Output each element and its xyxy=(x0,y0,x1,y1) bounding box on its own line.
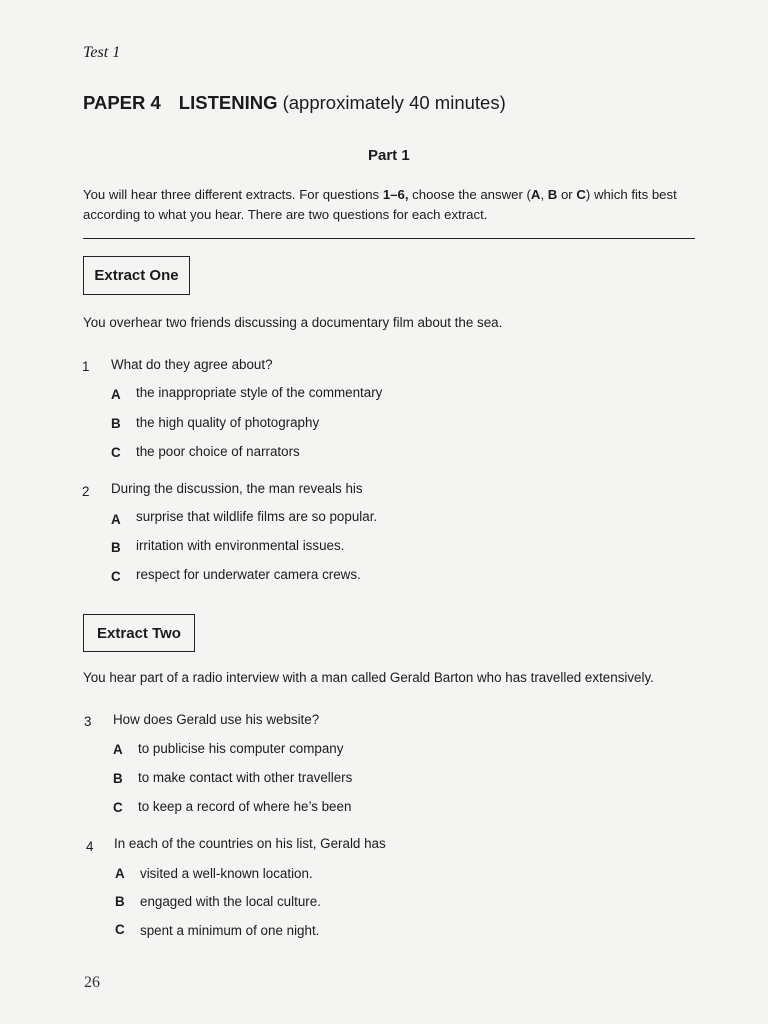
extract-two-box: Extract Two xyxy=(83,614,195,652)
option-letter: B xyxy=(111,416,121,431)
option-letter: A xyxy=(111,512,121,527)
option-letter-a: A xyxy=(530,187,541,202)
instructions-text-4: or xyxy=(557,187,577,202)
question-range: 1–6, xyxy=(382,187,409,202)
option-text: engaged with the local culture. xyxy=(140,894,321,909)
option-letter: C xyxy=(113,800,123,815)
option-text: spent a minimum of one night. xyxy=(140,923,320,938)
extract-one-context: You overhear two friends discussing a documentary film about the sea. xyxy=(83,315,503,330)
question-number: 3 xyxy=(84,714,92,729)
paper-code: PAPER 4 xyxy=(83,92,161,113)
option-text: the high quality of photography xyxy=(136,415,320,430)
paper-title xyxy=(83,92,506,114)
option-letter: B xyxy=(115,894,125,909)
option-text: irritation with environmental issues. xyxy=(136,538,345,553)
option-letter: C xyxy=(115,922,125,937)
question-text: What do they agree about? xyxy=(111,357,273,372)
part-heading: Part 1 xyxy=(368,147,410,164)
option-letter: A xyxy=(115,866,125,881)
running-header: Test 1 xyxy=(83,44,121,61)
option-letter: A xyxy=(113,742,123,757)
option-letter: C xyxy=(111,569,121,584)
option-letter: B xyxy=(111,540,121,555)
extract-two-context: You hear part of a radio interview with a man called Gerald Barton who has travelled extensively. xyxy=(83,670,654,685)
question-text: In each of the countries on his list, Gerald has xyxy=(114,836,386,851)
option-letter: B xyxy=(113,771,123,786)
option-text: the poor choice of narrators xyxy=(136,444,300,459)
question-number: 1 xyxy=(82,359,90,374)
question-number: 4 xyxy=(86,839,94,854)
option-letter-c: C xyxy=(576,187,586,202)
question-text: During the discussion, the man reveals his xyxy=(111,481,363,496)
option-text: respect for underwater camera crews. xyxy=(136,567,361,582)
option-letter: A xyxy=(111,387,121,402)
divider-rule xyxy=(83,238,695,239)
page-number: 26 xyxy=(84,974,100,991)
option-text: to publicise his computer company xyxy=(138,741,344,756)
extract-one-box: Extract One xyxy=(83,256,190,295)
paper-name: LISTENING xyxy=(178,92,278,113)
instructions-text-1: You will hear three different extracts. For questions xyxy=(83,187,383,202)
instructions-text-3: , xyxy=(540,187,548,202)
instructions-text-2: choose the answer ( xyxy=(408,187,531,202)
option-letter-b: B xyxy=(547,187,558,202)
option-text: to keep a record of where he’s been xyxy=(138,799,352,814)
option-text: to make contact with other travellers xyxy=(138,770,353,785)
instructions-text-5: ) which fits best according to what you hear. There are two questions for each extract. xyxy=(83,187,677,222)
instructions xyxy=(83,185,703,225)
option-text: visited a well-known location. xyxy=(140,866,313,881)
option-text: the inappropriate style of the commentary xyxy=(136,385,383,400)
question-number: 2 xyxy=(82,484,90,499)
question-text: How does Gerald use his website? xyxy=(113,712,320,727)
paper-duration: (approximately 40 minutes) xyxy=(282,92,506,113)
option-text: surprise that wildlife films are so popular. xyxy=(136,509,378,524)
option-letter: C xyxy=(111,445,121,460)
